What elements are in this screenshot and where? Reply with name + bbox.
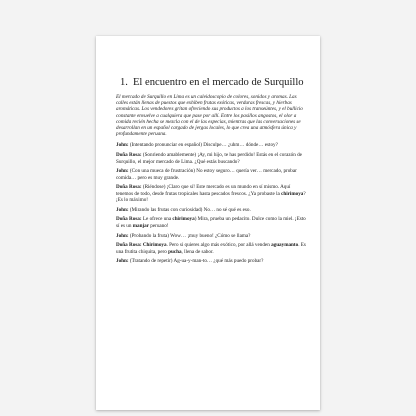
intro-paragraph: El mercado de Surquillo en Lima es un caleidoscopio de colores, sonidos y aromas. Las calles están llenas de puestos que exhiben frutas exóticas, verduras frescas, y hierbas aromáticas. Los vendedores gritan ofreciendo sus productos a los transeúntes, y el bullicio constante envuelve a cualquiera que pase por allí. Entre los pasillos angostos, el olor a comida recién hecha se mezcla con el de las especias, mientras que las conversaciones se desarrollan en un español cargado de jergas locales, lo que crea una atmósfera única y profundamente peruana. bbox=[116, 94, 303, 138]
dialogue-text: . Es una frutita chiquita, pero bbox=[116, 242, 306, 255]
speaker-name: Doña Rosa: bbox=[116, 152, 142, 159]
dialogue-text: ) Mira, prueba un pedacito. Dulce como la miel. ¡Esto sí es un bbox=[116, 216, 306, 229]
dialogue-text: peruano! bbox=[149, 222, 169, 229]
chapter-number: 1. bbox=[120, 77, 128, 88]
speaker-name: John: bbox=[116, 232, 129, 239]
dialogue-line bbox=[116, 233, 306, 239]
dialogue-text: (Con una mueca de frustración) No estoy seguro… quería ver… mercado, probar comida… pero es muy grande. bbox=[116, 168, 297, 181]
bold-term: chirimoya bbox=[281, 190, 304, 197]
dialogue-text: Le ofrece una bbox=[141, 216, 173, 223]
bold-term: pucha bbox=[168, 248, 182, 255]
dialogue-text: (Tratando de repetir) Ag-ua-y-man-to… ¿qué más puedo probar? bbox=[128, 258, 264, 265]
bold-term: chirimoya bbox=[172, 216, 195, 223]
dialogue-text: , llena de sabor. bbox=[181, 248, 214, 255]
dialogue-text: (Riéndose) ¡Claro que sí! Este mercado es un mundo en sí mismo. Aquí tenemos de todo, desde frutas tropicales hasta pescados frescos. ¿Ya probaste la bbox=[116, 184, 291, 197]
dialogue-line bbox=[116, 152, 306, 165]
chapter-heading bbox=[120, 76, 306, 89]
dialogue-line bbox=[116, 168, 306, 181]
dialogue-text: (Probando la fruta) Wow… ¡muy bueno! ¿Cómo se llama? bbox=[128, 232, 251, 239]
dialogue-line bbox=[116, 258, 306, 264]
dialogue-line bbox=[116, 242, 306, 255]
dialogue-line bbox=[116, 184, 306, 203]
document-page bbox=[96, 36, 320, 410]
bold-term: aguaymanto bbox=[271, 242, 299, 249]
dialogue-line bbox=[116, 207, 306, 213]
dialogue-text: ? ¡Es lo máximo! bbox=[116, 190, 306, 203]
speaker-name: Doña Rosa: bbox=[116, 184, 142, 191]
speaker-name: John: bbox=[116, 168, 129, 175]
speaker-name: John: bbox=[116, 206, 129, 213]
bold-term: manjar bbox=[132, 222, 149, 229]
dialogue-line bbox=[116, 142, 306, 148]
dialogue-section bbox=[116, 142, 306, 264]
dialogue-text: (Intentando pronunciar en español) Disculpe… ¿uhm… dónde… estoy? bbox=[128, 142, 278, 149]
dialogue-line bbox=[116, 216, 306, 229]
speaker-name: Doña Rosa: Chirimoya bbox=[116, 242, 167, 249]
chapter-title: El encuentro en el mercado de Surquillo bbox=[132, 77, 304, 88]
speaker-name: John: bbox=[116, 142, 129, 149]
dialogue-text: (Mirando las frutas con curiosidad) No… no sé qué es eso. bbox=[128, 206, 251, 213]
speaker-name: John: bbox=[116, 258, 129, 265]
speaker-name: Doña Rosa: bbox=[116, 216, 142, 223]
dialogue-text: (Sonriendo amablemente) ¡Ay, mi hijo, te has perdido! Estás en el corazón de Surquillo, el mejor mercado de Lima. ¿Qué estás buscando? bbox=[116, 152, 302, 165]
dialogue-text: . Pero si quieres algo más exótico, por allá venden bbox=[166, 242, 272, 249]
